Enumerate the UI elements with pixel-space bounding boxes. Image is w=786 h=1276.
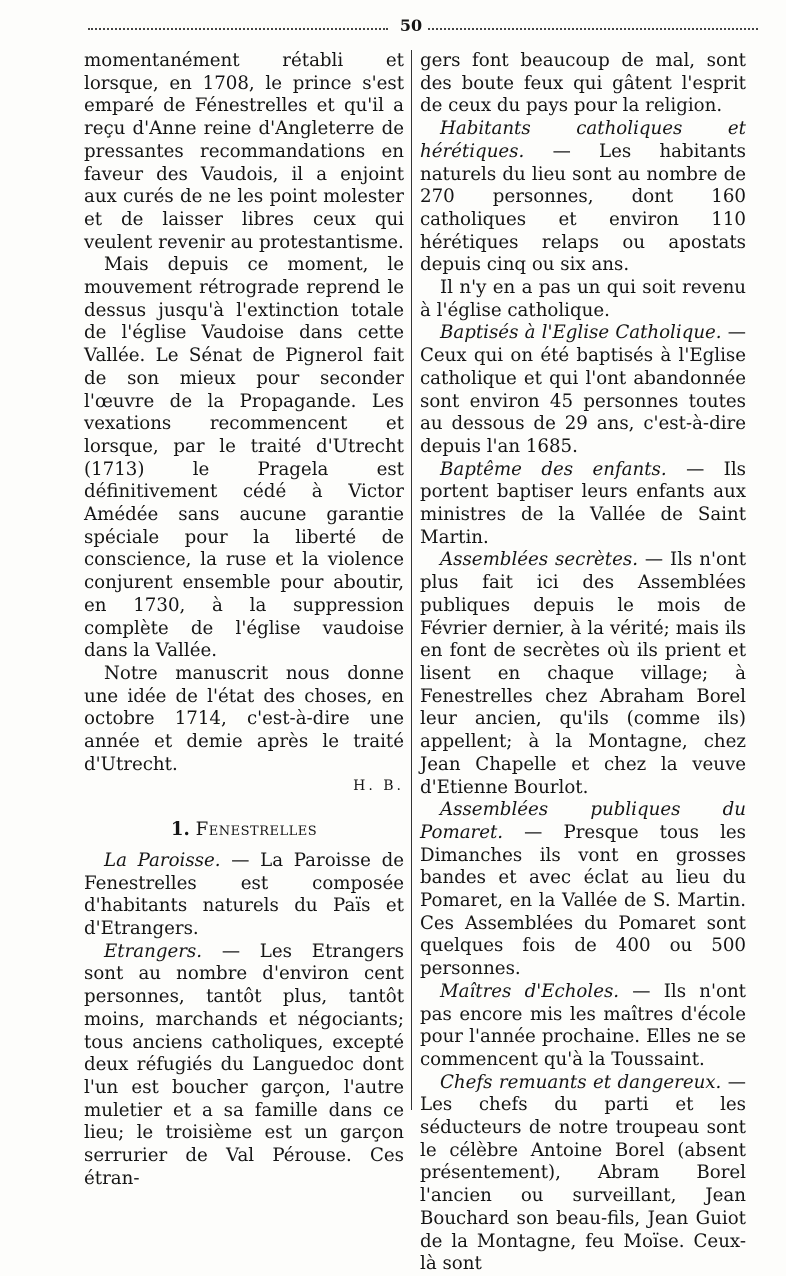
paragraph: [84, 850, 404, 941]
paragraph: Il n'y en a pas un qui soit revenu à l'église catholique.: [420, 277, 746, 321]
paragraph: Mais depuis ce moment, le mouvement rétrograde reprend le dessus jusqu'à l'extinction totale de l'église Vaudoise dans cette Vallée. Le Sénat de Pignerol fait de son mieux pour seconder l'œuvre de la Propagande. Les vexations recommencent et lorsque, par le traité d'Utrecht (1713) le Pragela est définitivement cédé à Victor Amédée sans aucune garantie spéciale pour la liberté de conscience, la ruse et la violence conjurent ensemble pour aboutir, en 1730, à la suppression complète de l'église vaudoise dans la Vallée.: [84, 254, 404, 662]
paragraph-label: Assemblées publiques du Pomaret.: [420, 799, 746, 843]
author-signature: H. B.: [353, 777, 404, 794]
header-rule-right: [428, 28, 758, 30]
paragraph-label: Maîtres d'Echoles.: [440, 980, 620, 1002]
paragraph-text: — Les chefs du parti et les séducteurs de notre troupeau sont le célèbre Antoine Borel (absent présentement), Abram Borel l'ancien ou surveillant, Jean Bouchard son beau-fils, Jean Guiot de la Montagne, feu Moïse. Ceux-là sont: [420, 1071, 746, 1275]
paragraph-text: — Les habitants naturels du lieu sont au nombre de 270 personnes, dont 160 catholiques et environ 110 hérétiques relaps ou apostats depuis cinq ou six ans.: [420, 140, 746, 276]
paragraph-text: — Ils n'ont plus fait ici des Assemblées publiques depuis le mois de Février dernier, à la vérité; mais ils en font de secrètes où ils prient et lisent en chaque village; à Fenestrelles chez Abraham Borel leur ancien, qu'ils (comme ils) appellent; à la Montagne, chez Jean Chapelle et chez la veuve d'Etienne Bourlot.: [420, 549, 746, 798]
paragraph: [420, 799, 746, 981]
paragraph-text: — La Paroisse de Fenestrelles est composée d'habitants naturels du Païs et d'Etrangers.: [84, 849, 405, 940]
paragraph-label: Baptême des enfants.: [440, 458, 667, 480]
paragraph: [420, 322, 746, 458]
column-divider: [411, 50, 412, 1110]
paragraph: momentanément rétabli et lorsque, en 1708, le prince s'est emparé de Fénestrelles et qu'il a reçu d'Anne reine d'Angleterre de pressantes recommandations en faveur des Vaudois, il a enjoint aux curés de ne les point molester et de laisser libres ceux qui veulent revenir au protestantisme.: [84, 50, 404, 253]
paragraph-label: Assemblées secrètes.: [440, 549, 638, 571]
paragraph-text: — Ceux qui on été baptisés à l'Eglise catholique et qui l'ont abandonnée sont environ 45 personnes toutes au dessous de 29 ans, c'est-à-dire depuis l'an 1685.: [420, 322, 746, 457]
paragraph: [420, 1072, 746, 1276]
paragraph: [84, 941, 404, 1191]
paragraph-text: — Ils portent baptiser leurs enfants aux ministres de la Vallée de Saint Martin.: [420, 458, 746, 548]
section-heading: [84, 819, 404, 842]
left-column: [84, 50, 404, 1190]
paragraph-label: La Paroisse.: [104, 849, 221, 871]
paragraph: [420, 459, 746, 550]
paragraph: [420, 981, 746, 1072]
section-title: Fenestrelles: [195, 819, 318, 841]
paragraph-text: — Presque tous les Dimanches ils vont en grosses bandes et avec éclat au lieu du Pomaret, en la Vallée de S. Martin. Ces Assemblées du Pomaret sont quelques fois de 400 ou 500 personnes.: [420, 821, 746, 980]
paragraph-label: Habitants catholiques et hérétiques.: [420, 118, 746, 162]
header-rule-left: [88, 28, 388, 30]
paragraph-text: — Ils n'ont pas encore mis les maîtres d'école pour l'année prochaine. Elles ne se commencent qu'à la Toussaint.: [420, 980, 746, 1070]
page-number: 50: [399, 16, 423, 35]
paragraph: Notre manuscrit nous donne une idée de l'état des choses, en octobre 1714, c'est-à-dire une année et demie après le traité d'Utrecht.: [84, 662, 404, 775]
paragraph-label: Etrangers.: [104, 940, 203, 962]
right-column: [420, 50, 746, 1276]
paragraph: [420, 118, 746, 277]
section-number: 1.: [170, 819, 190, 841]
paragraph-text: — Les Etrangers sont au nombre d'environ cent personnes, tantôt plus, tantôt moins, marchands et négociants; tous anciens catholiques, excepté deux réfugiés du Languedoc dont l'un est boucher garçon, l'autre muletier et a sa famille dans ce lieu; le troisième est un garçon serrurier de Val Pérouse. Ces étran-: [84, 940, 404, 1189]
paragraph-label: Chefs remuants et dangereux.: [440, 1071, 722, 1093]
paragraph: [420, 549, 746, 799]
page-header: [88, 14, 768, 44]
paragraph-label: Baptisés à l'Eglise Catholique.: [440, 322, 722, 344]
paragraph: gers font beaucoup de mal, sont des boute feux qui gâtent l'esprit de ceux du pays pour la religion.: [420, 50, 746, 117]
